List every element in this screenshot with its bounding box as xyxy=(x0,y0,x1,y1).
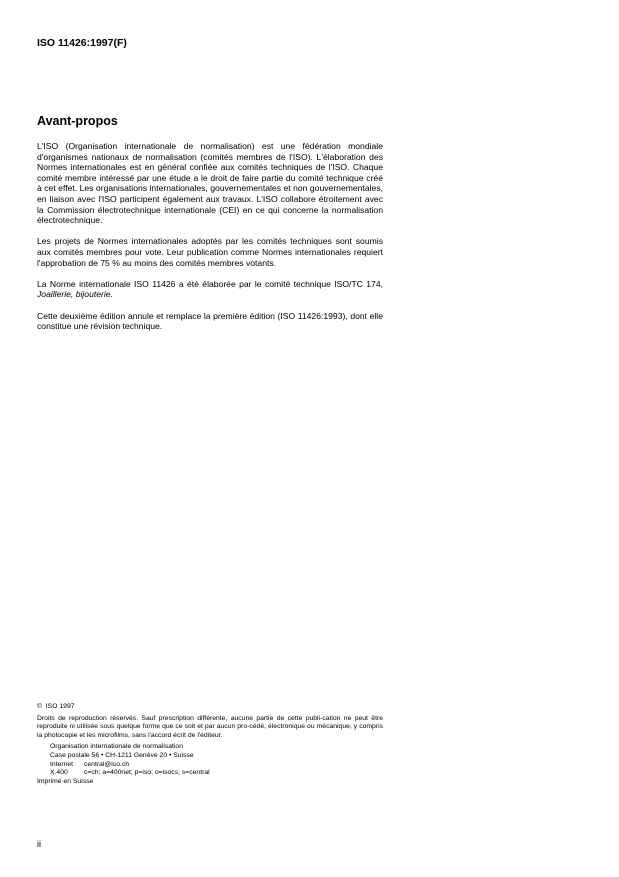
edition-paragraph: Cette deuxième édition annule et remplace la première édition (ISO 11426:1993), dont elle constitue une révision technique. xyxy=(37,310,383,332)
document-id: ISO 11426:1997(F) xyxy=(37,37,127,49)
copyright-notice xyxy=(37,703,383,712)
copyright-year: ISO 1997 xyxy=(45,703,75,710)
committee-paragraph xyxy=(37,279,383,300)
printed-in: Imprimé en Suisse xyxy=(37,777,94,785)
foreword-paragraph-1: L'ISO (Organisation internationale de normalisation) est une fédération mondiale d'organismes nationaux de normalisation (comités membres de l'ISO). L'élaboration des Normes internationales est en général confiée aux comités techniques de l'ISO. Chaque comité membre intéressé par une étude a le droit de faire partie du comité technique créé à cet effet. Les organisations internationales, gouvernementales et non gouvernementales, en liaison avec l'ISO participent également aux travaux. L'ISO collabore étroitement avec la Commission électrotechnique internationale (CEI) en ce qui concerne la normalisation électrotechnique. xyxy=(37,141,383,226)
internet-address: central@iso.ch xyxy=(84,760,130,768)
committee-name: Joaillerie, bijouterie. xyxy=(37,289,113,300)
foreword-title: Avant-propos xyxy=(37,114,118,128)
organization-name: Organisation internationale de normalisation xyxy=(50,743,183,751)
committee-text: La Norme internationale ISO 11426 a été élaborée par le comité technique ISO/TC 174, xyxy=(37,278,383,289)
postal-address: Case postale 56 • CH-1211 Genève 20 • Suisse xyxy=(50,751,194,759)
rights-statement: Droits de reproduction réservés. Sauf prescription différente, aucune partie de cette publi-cation ne peut être reproduite ni utilisée sous quelque forme que ce soit et par aucun pro-cédé, électronique ou mécanique, y compris la photocopie et les microfilms, sans l'accord écrit de l'éditeur. xyxy=(37,714,383,739)
internet-row xyxy=(50,761,383,770)
copyright-symbol: © xyxy=(37,703,43,710)
page-number: ii xyxy=(37,839,41,849)
x400-label: X.400 xyxy=(50,769,68,777)
internet-label: Internet xyxy=(50,760,74,768)
foreword-body xyxy=(37,141,383,332)
x400-row xyxy=(50,769,383,778)
copyright-block xyxy=(37,703,383,786)
x400-address: c=ch; a=400net; p=iso; o=isocs; s=central xyxy=(84,769,210,777)
foreword-paragraph-2: Les projets de Normes internationales adoptés par les comités techniques sont soumis aux comités membres pour vote. Leur publication comme Normes internationales requiert l'approbation de 75 % au moins des comités membres votants. xyxy=(37,236,383,268)
address-block xyxy=(37,743,383,777)
